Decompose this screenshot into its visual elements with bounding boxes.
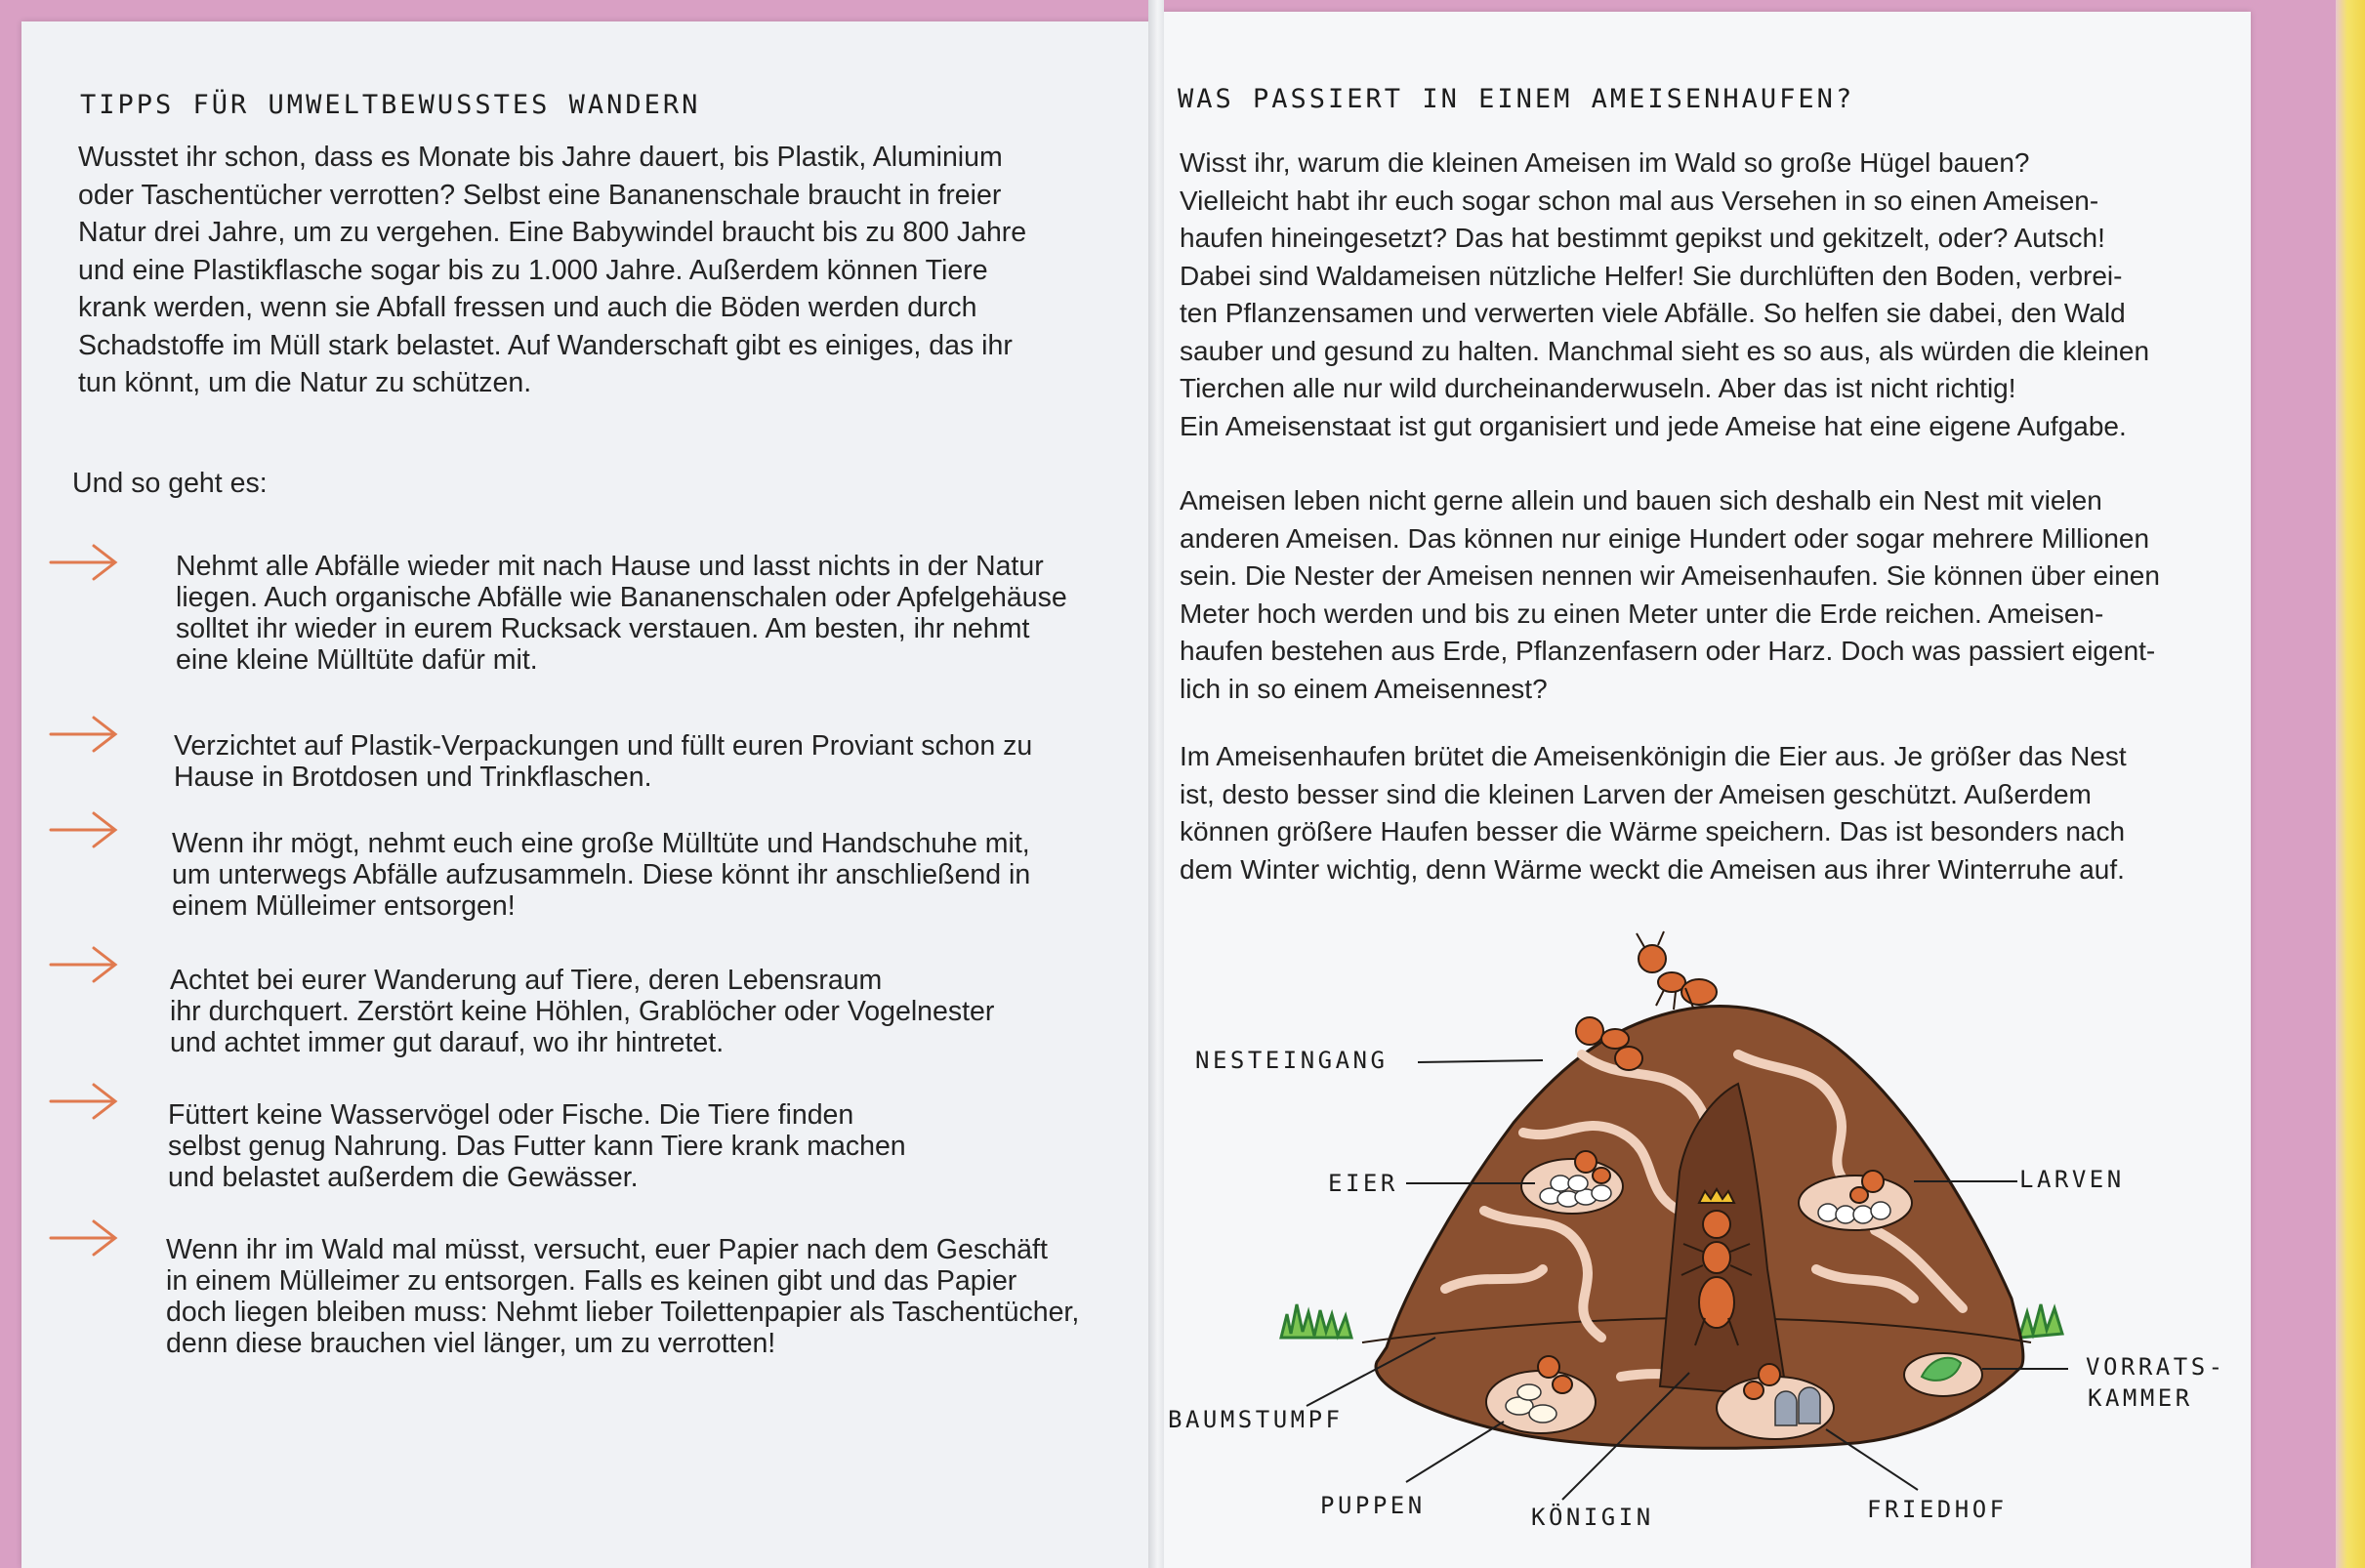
tip-line: Nehmt alle Abfälle wieder mit nach Hause und lasst nichts in der Natur (176, 551, 1044, 582)
right-heading: WAS PASSIERT IN EINEM AMEISENHAUFEN? (1178, 84, 1855, 114)
intro-line: oder Taschentücher verrotten? Selbst eine Bananenschale braucht in freier (78, 179, 1002, 211)
label-vorrats: VORRATS- (2086, 1353, 2226, 1381)
label-puppen: PUPPEN (1320, 1492, 1426, 1519)
grass-left (1281, 1304, 1351, 1338)
paragraph-line: sein. Die Nester der Ameisen nennen wir Ameisenhaufen. Sie können über einen (1180, 560, 2160, 591)
tip-line: um unterwegs Abfälle aufzusammeln. Diese könnt ihr anschließend in (172, 859, 1031, 890)
tip-line: Wenn ihr im Wald mal müsst, versucht, euer Papier nach dem Geschäft (166, 1234, 1048, 1265)
label-koenigin: KÖNIGIN (1531, 1504, 1654, 1531)
paragraph-line: Meter hoch werden und bis zu einen Meter unter die Erde reichen. Ameisen- (1180, 598, 2104, 629)
paragraph-line: ten Pflanzensamen und verwerten viele Abfälle. So helfen sie dabei, den Wald (1180, 298, 2126, 328)
paragraph-line: können größere Haufen besser die Wärme speichern. Das ist besonders nach (1180, 816, 2126, 846)
left-heading: TIPPS FÜR UMWELTBEWUSSTES WANDERN (80, 90, 701, 120)
paragraph-line: Wisst ihr, warum die kleinen Ameisen im Wald so große Hügel bauen? (1180, 147, 2030, 178)
paragraph-line: Ein Ameisenstaat ist gut organisiert und jede Ameise hat eine eigene Aufgabe. (1180, 410, 2127, 441)
paragraph-line: Ameisen leben nicht gerne allein und bauen sich deshalb ein Nest mit vielen (1180, 485, 2102, 516)
paragraph-line: Vielleicht habt ihr euch sogar schon mal aus Versehen in so einen Ameisen- (1180, 185, 2099, 216)
paragraph-line: lich in so einem Ameisennest? (1180, 673, 1548, 704)
tip-line: in einem Mülleimer zu entsorgen. Falls es keinen gibt und das Papier (166, 1265, 1017, 1297)
subheading: Und so geht es: (72, 468, 268, 499)
intro-line: Natur drei Jahre, um zu vergehen. Eine Babywindel braucht bis zu 800 Jahre (78, 217, 1027, 248)
label-kammer: KAMMER (2088, 1384, 2193, 1412)
paragraph-line: Im Ameisenhaufen brütet die Ameisenkönigin die Eier aus. Je größer das Nest (1180, 741, 2127, 771)
intro-line: und eine Plastikflasche sogar bis zu 1.000 Jahre. Außerdem können Tiere (78, 254, 988, 286)
tip-line: Wenn ihr mögt, nehmt euch eine große Mülltüte und Handschuhe mit, (172, 828, 1030, 859)
intro-line: Wusstet ihr schon, dass es Monate bis Jahre dauert, bis Plastik, Aluminium (78, 142, 1003, 173)
paragraph-line: dem Winter wichtig, denn Wärme weckt die Ameisen aus ihrer Winterruhe auf. (1180, 853, 2125, 885)
tip-line: und belastet außerdem die Gewässer. (168, 1162, 639, 1193)
label-friedhof: FRIEDHOF (1867, 1496, 2008, 1523)
tip-line: einem Mülleimer entsorgen! (172, 890, 516, 922)
tip-line: Verzichtet auf Plastik-Verpackungen und füllt euren Proviant schon zu (174, 730, 1033, 762)
tip-line: denn diese brauchen viel länger, um zu verrotten! (166, 1328, 776, 1359)
intro-line: Schadstoffe im Müll stark belastet. Auf Wanderschaft gibt es einiges, das ihr (78, 329, 1013, 361)
paragraph-line: Tierchen alle nur wild durcheinanderwuseln. Aber das ist nicht richtig! (1180, 373, 2016, 403)
paragraph-line: Dabei sind Waldameisen nützliche Helfer! Sie durchlüften den Boden, verbrei- (1180, 260, 2123, 291)
intro-line: tun könnt, um die Natur zu schützen. (78, 367, 532, 398)
label-baumstumpf: BAUMSTUMPF (1168, 1406, 1344, 1433)
tip-line: Achtet bei eurer Wanderung auf Tiere, deren Lebensraum (170, 965, 883, 996)
tip-line: solltet ihr wieder in eurem Rucksack verstauen. Am besten, ihr nehmt (176, 613, 1030, 644)
intro-line: krank werden, wenn sie Abfall fressen und auch die Böden werden durch (78, 292, 977, 323)
paragraph-line: anderen Ameisen. Das können nur einige Hundert oder sogar mehrere Millionen (1180, 522, 2150, 554)
tip-line: eine kleine Mülltüte dafür mit. (176, 644, 538, 676)
tip-line: und achtet immer gut darauf, wo ihr hintretet. (170, 1027, 725, 1058)
pupae-chamber (1486, 1371, 1596, 1433)
tip-line: doch liegen bleiben muss: Nehmt lieber Toilettenpapier als Taschentücher, (166, 1297, 1080, 1328)
ant-top (1637, 931, 1717, 1010)
grass-right (2019, 1304, 2062, 1338)
paragraph-line: haufen hineingesetzt? Das hat bestimmt gepikst und gekitzelt, oder? Autsch! (1180, 223, 2105, 253)
tip-line: Füttert keine Wasservögel oder Fische. Die Tiere finden (168, 1099, 854, 1131)
label-nesteingang: NESTEINGANG (1195, 1047, 1389, 1074)
paragraph-line: sauber und gesund zu halten. Manchmal sieht es so aus, als würden die kleinen (1180, 335, 2150, 366)
tip-line: Hause in Brotdosen und Trinkflaschen. (174, 762, 652, 793)
tip-line: ihr durchquert. Zerstört keine Höhlen, Grablöcher oder Vogelnester (170, 996, 995, 1027)
label-larven: LARVEN (2019, 1166, 2125, 1193)
tip-line: selbst genug Nahrung. Das Futter kann Tiere krank machen (168, 1131, 906, 1162)
paragraph-line: ist, desto besser sind die kleinen Larven der Ameisen geschützt. Außerdem (1180, 778, 2092, 809)
paragraph-line: haufen bestehen aus Erde, Pflanzenfasern oder Harz. Doch was passiert eigent- (1180, 636, 2156, 666)
label-eier: EIER (1328, 1170, 1398, 1197)
tip-line: liegen. Auch organische Abfälle wie Bananenschalen oder Apfelgehäuse (176, 582, 1067, 613)
